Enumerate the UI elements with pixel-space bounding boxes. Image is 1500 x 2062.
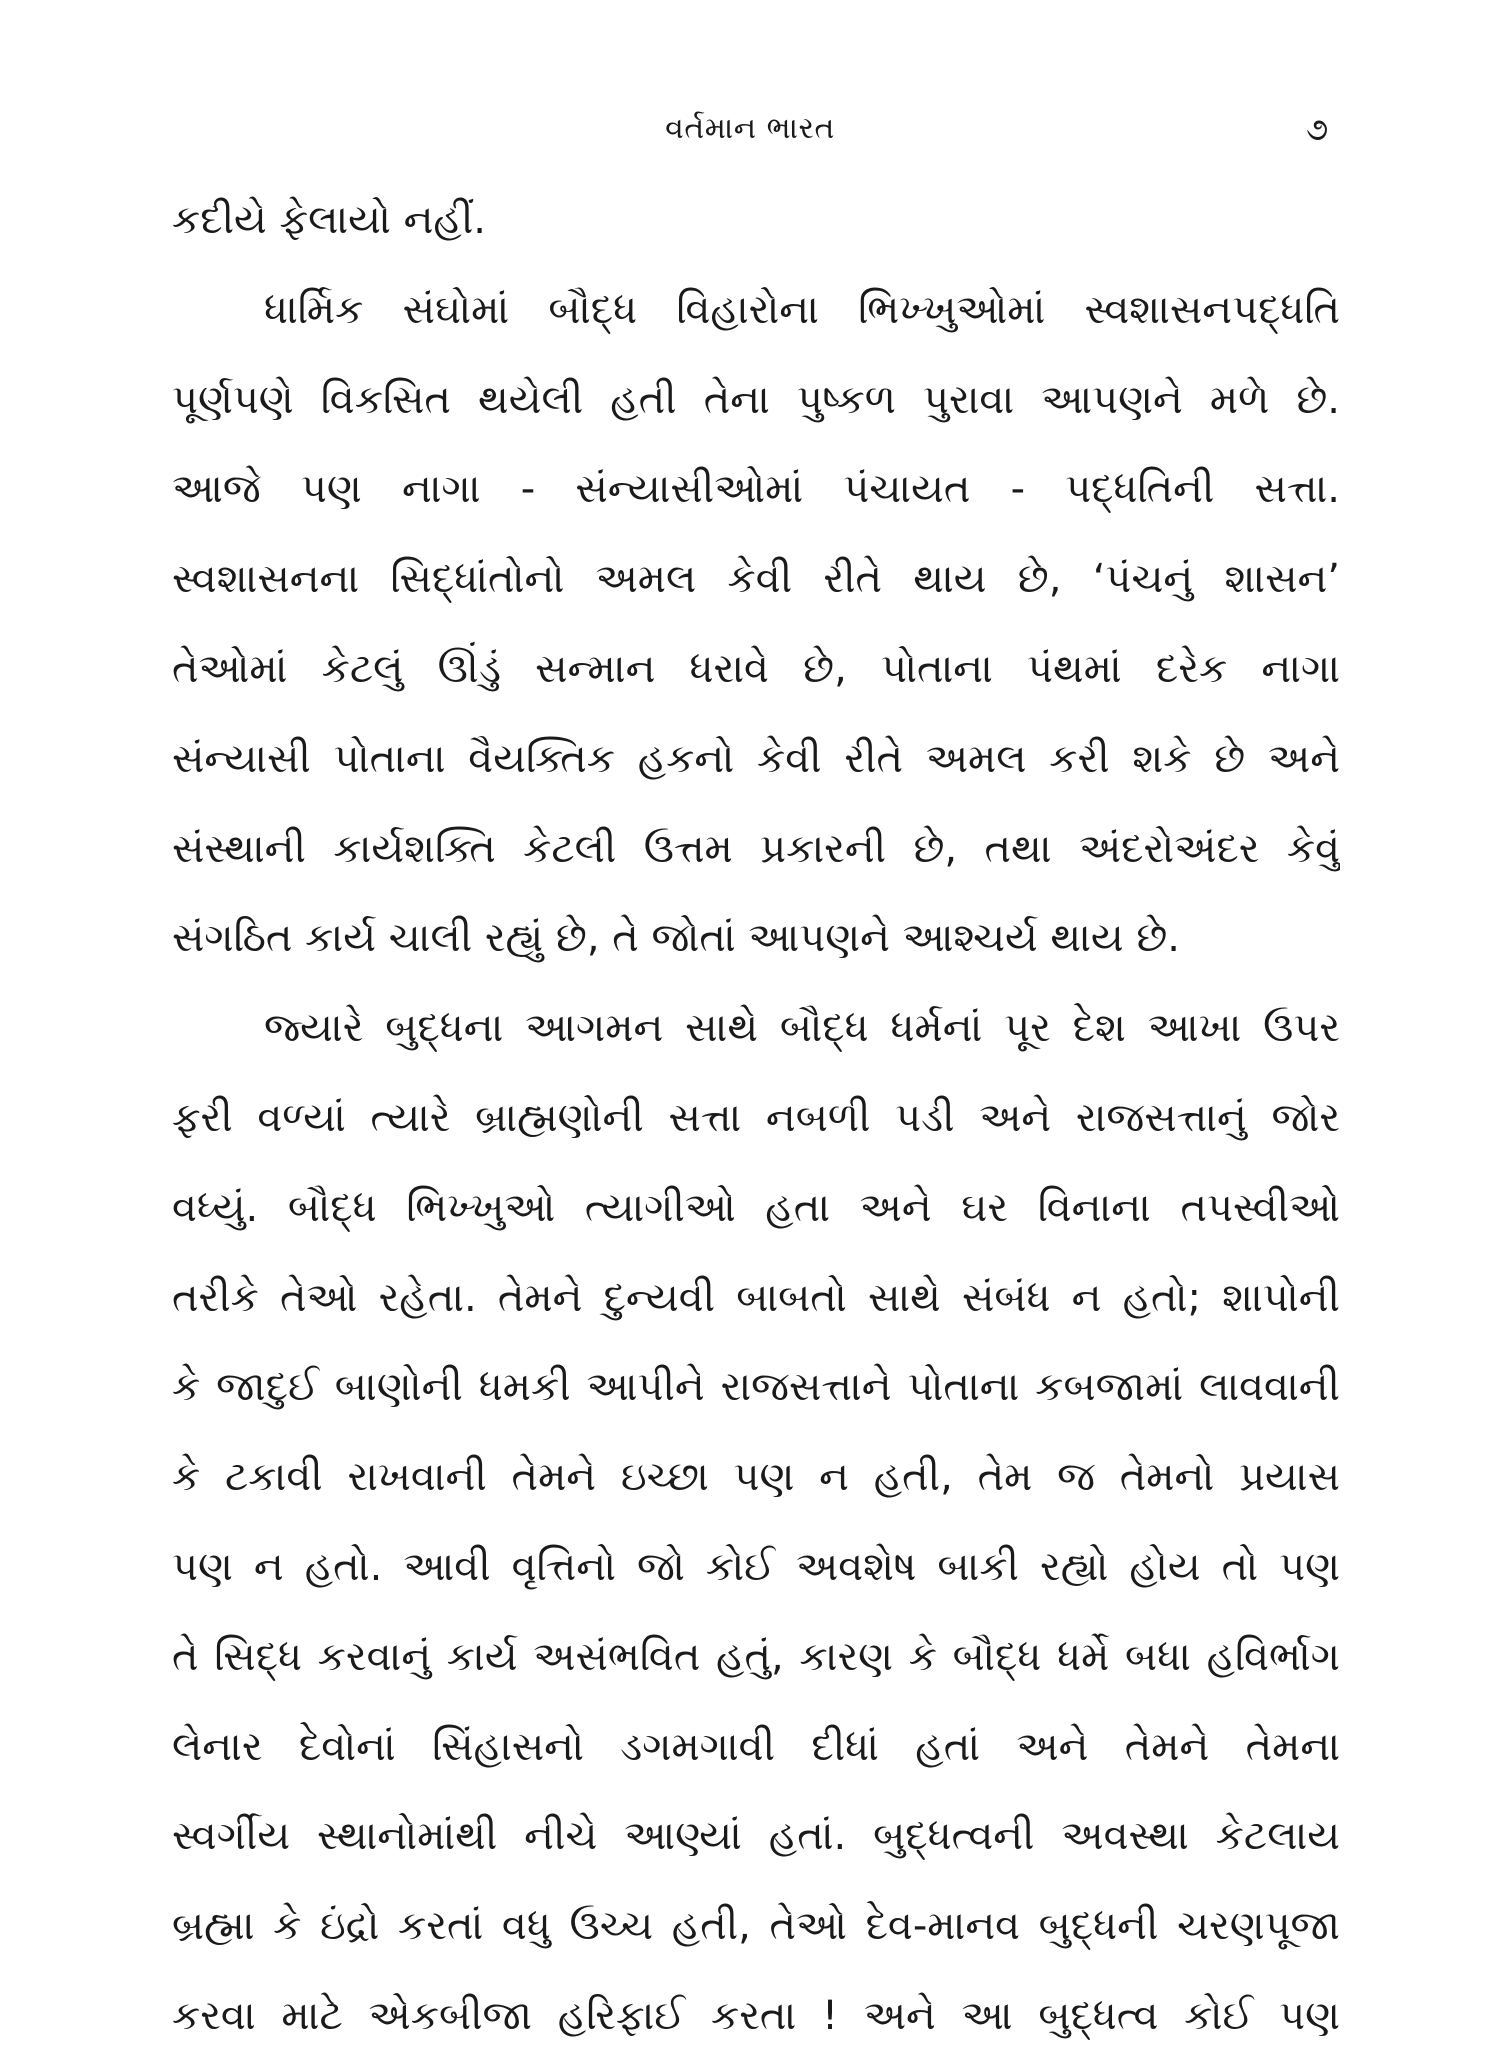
text-line: આજે પણ નાગા - સંન્યાસીઓમાં પંચાયત - પદ્ધતિની સત્તા. — [172, 466, 1340, 513]
text-line: તરીકે તેઓ રહેતા. તેમને દુન્યવી બાબતો સાથે સંબંધ ન હતો; શાપોની — [172, 1274, 1340, 1321]
chapter-title: વર્તમાન ભારત — [665, 111, 835, 146]
text-line: સંન્યાસી પોતાના વૈયક્તિક હકનો કેવી રીતે અમલ કરી શકે છે અને — [172, 735, 1340, 782]
paragraph-first-line: જ્યારે બુદ્ધના આગમન સાથે બૌદ્ધ ધર્મનાં પૂર દેશ આખા ઉપર — [264, 1005, 1340, 1052]
text-line: પણ ન હતો. આવી વૃત્તિનો જો કોઈ અવશેષ બાકી રહ્યો હોય તો પણ — [172, 1543, 1340, 1590]
text-line: તેઓમાં કેટલું ઊંડું સન્માન ધરાવે છે, પોતાના પંથમાં દરેક નાગા — [172, 645, 1340, 692]
text-line: સંગઠિત કાર્ય ચાલી રહ્યું છે, તે જોતાં આપણને આશ્ચર્ય થાય છે. — [172, 915, 1181, 962]
page-number: ૭ — [1306, 110, 1329, 148]
text-line: ફરી વળ્યાં ત્યારે બ્રાહ્મણોની સત્તા નબળી પડી અને રાજસત્તાનું જોર — [172, 1094, 1340, 1141]
text-line: તે સિદ્ધ કરવાનું કાર્ય અસંભવિત હતું, કારણ કે બૌદ્ધ ધર્મે બધા હવિર્ભાગ — [172, 1633, 1340, 1680]
text-line: કે જાદુઈ બાણોની ધમકી આપીને રાજસત્તાને પોતાના કબજામાં લાવવાની — [172, 1364, 1340, 1411]
text-line: સંસ્થાની કાર્યશક્તિ કેટલી ઉત્તમ પ્રકારની છે, તથા અંદરોઅંદર કેવું — [172, 825, 1340, 872]
body-text — [172, 176, 1340, 2062]
text-line: વધ્યું. બૌદ્ધ ભિખ્ખુઓ ત્યાગીઓ હતા અને ઘર વિનાના તપસ્વીઓ — [172, 1184, 1340, 1231]
text-line: બ્રહ્મા કે ઇંદ્રો કરતાં વધુ ઉચ્ચ હતી, તેઓ દેવ-માનવ બુદ્ધની ચરણપૂજા — [172, 1903, 1340, 1950]
text-line: સ્વર્ગીય સ્થાનોમાંથી નીચે આણ્યાં હતાં. બુદ્ધત્વની અવસ્થા કેટલાય — [172, 1813, 1340, 1860]
paragraph-first-line: ધાર્મિક સંઘોમાં બૌદ્ધ વિહારોના ભિખ્ખુઓમાં સ્વશાસનપદ્ધતિ — [264, 286, 1340, 333]
text-line: કદીયે ફેલાયો નહીં. — [172, 197, 486, 243]
text-line: લેનાર દેવોનાં સિંહાસનો ડગમગાવી દીધાં હતાં અને તેમને તેમના — [172, 1723, 1340, 1770]
running-header — [0, 104, 1500, 154]
text-line: કે ટકાવી રાખવાની તેમને ઇચ્છા પણ ન હતી, તેમ જ તેમનો પ્રયાસ — [172, 1454, 1340, 1501]
text-line: કરવા માટે એકબીજા હરિફાઈ કરતા ! અને આ બુદ્ધત્વ કોઈ પણ — [172, 1992, 1340, 2039]
text-line: પૂર્ણપણે વિકસિત થયેલી હતી તેના પુષ્કળ પુરાવા આપણને મળે છે. — [172, 376, 1340, 423]
text-line: સ્વશાસનના સિદ્ધાંતોનો અમલ કેવી રીતે થાય છે, ‘પંચનું શાસન’ — [172, 556, 1340, 603]
